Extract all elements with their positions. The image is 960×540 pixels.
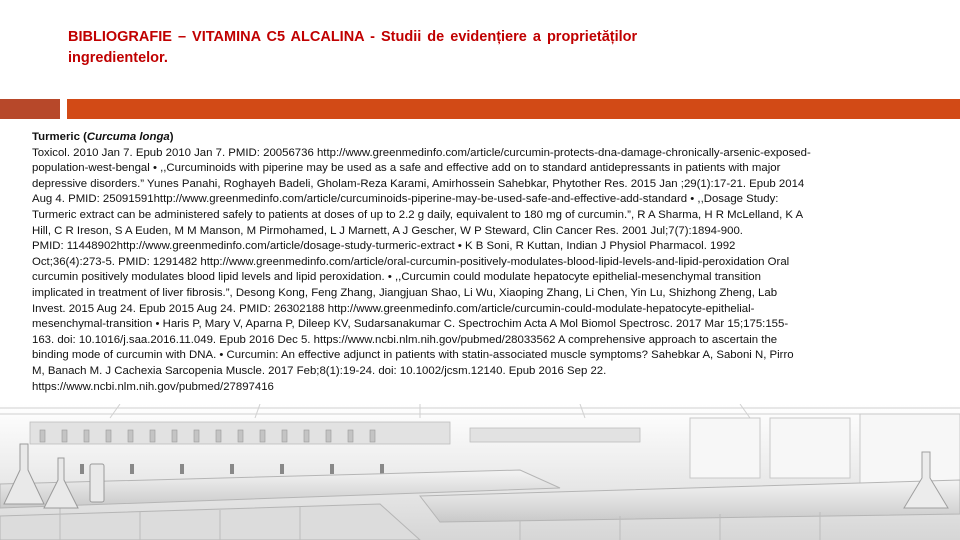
text-line: Aug 4. PMID: 25091591http://www.greenmedinfo.com/article/curcuminoids-piperine-may-be-used-safe-and-effective-add-standard • ,,Dosage Study:: [32, 193, 779, 206]
text-line: Invest. 2015 Aug 24. Epub 2015 Aug 24. PMID: 26302188 http://www.greenmedinfo.com/article/curcumin-could-modulate-hepatocyte-epithelial-: [32, 302, 755, 315]
text-line: https://www.ncbi.nlm.nih.gov/pubmed/27897416: [32, 380, 274, 393]
text-line: mesenchymal-transition • Haris P, Mary V, Aparna P, Dileep KV, Sudarsanakumar C. Spectrochim Acta A Mol Biomol Spectrosc. 2017 Mar 15;175:155-: [32, 318, 789, 331]
bibliography-text: [32, 130, 940, 395]
text-line: Hill, C R Ireson, S A Euden, M M Manson, M Pirmohamed, L J Marnett, A J Gescher, W P Steward, Clin Cancer Res. 2001 Jul;7(7):1894-900.: [32, 224, 743, 237]
heading-prefix: Turmeric (: [32, 131, 87, 143]
slide-title: [68, 27, 788, 69]
text-line: Oct;36(4):273-5. PMID: 1291482 http://www.greenmedinfo.com/article/oral-curcumin-positively-modulates-blood-lipid-levels-and-lipid-peroxidation Oral: [32, 255, 790, 268]
section-heading: [32, 130, 940, 146]
heading-suffix: ): [169, 131, 174, 143]
text-line: Toxicol. 2010 Jan 7. Epub 2010 Jan 7. PMID: 20056736 http://www.greenmedinfo.com/article/curcumin-protects-dna-damage-chronically-arsenic-exposed-: [32, 146, 811, 159]
slide-title-line-2: ingredientelor.: [68, 50, 168, 66]
text-line: depressive disorders.” Yunes Panahi, Roghayeh Badeli, Gholam-Reza Karami, Amirhossein Sahebkar, Phytother Res. 2015 Jan ;29(1):17-21. Epub 2014: [32, 177, 805, 190]
text-line: Turmeric extract can be administered safely to patients at doses of up to 2.2 g daily, equivalent to 180 mg of curcumin.”, R A Sharma, H R McLelland, K A: [32, 208, 804, 221]
slide-title-line-1: BIBLIOGRAFIE – VITAMINA C5 ALCALINA - Studii de evidențiere a proprietăților: [68, 29, 638, 45]
text-line: PMID: 11448902http://www.greenmedinfo.com/article/dosage-study-turmeric-extract • K B Soni, R Kuttan, Indian J Physiol Pharmacol. 1992: [32, 240, 736, 253]
text-line: 163. doi: 10.1016/j.saa.2016.11.049. Epub 2016 Dec 5. https://www.ncbi.nlm.nih.gov/pubmed/28033562 A comprehensive approach to ascertain the: [32, 333, 778, 346]
text-line: M, Banach M. J Cachexia Sarcopenia Muscle. 2017 Feb;8(1):19-24. doi: 10.1002/jcsm.12140. Epub 2016 Sep 22.: [32, 364, 607, 377]
laboratory-photo: [0, 404, 960, 540]
text-line: curcumin positively modulates blood lipid levels and lipid peroxidation. • ,,Curcumin could modulate hepatocyte epithelial-mesenchymal transition: [32, 271, 761, 284]
accent-bar-left: [0, 99, 60, 119]
text-line: implicated in treatment of liver fibrosis.”, Desong Kong, Feng Zhang, Jiangjuan Shao, Li Wu, Xiaoping Zhang, Li Chen, Yin Lu, Shizhong Zheng, Lab: [32, 286, 778, 299]
heading-latin-name: Curcuma longa: [86, 131, 170, 143]
text-line: population-west-bengal • ,,Curcuminoids with piperine may be used as a safe and effective add on to standard antidepressants in patients with major: [32, 162, 781, 175]
accent-bar-right: [67, 99, 960, 119]
text-line: binding mode of curcumin with DNA. • Curcumin: An effective adjunct in patients with statin-associated muscle symptoms? Sahebkar A, Saboni N, Pirro: [32, 349, 794, 362]
